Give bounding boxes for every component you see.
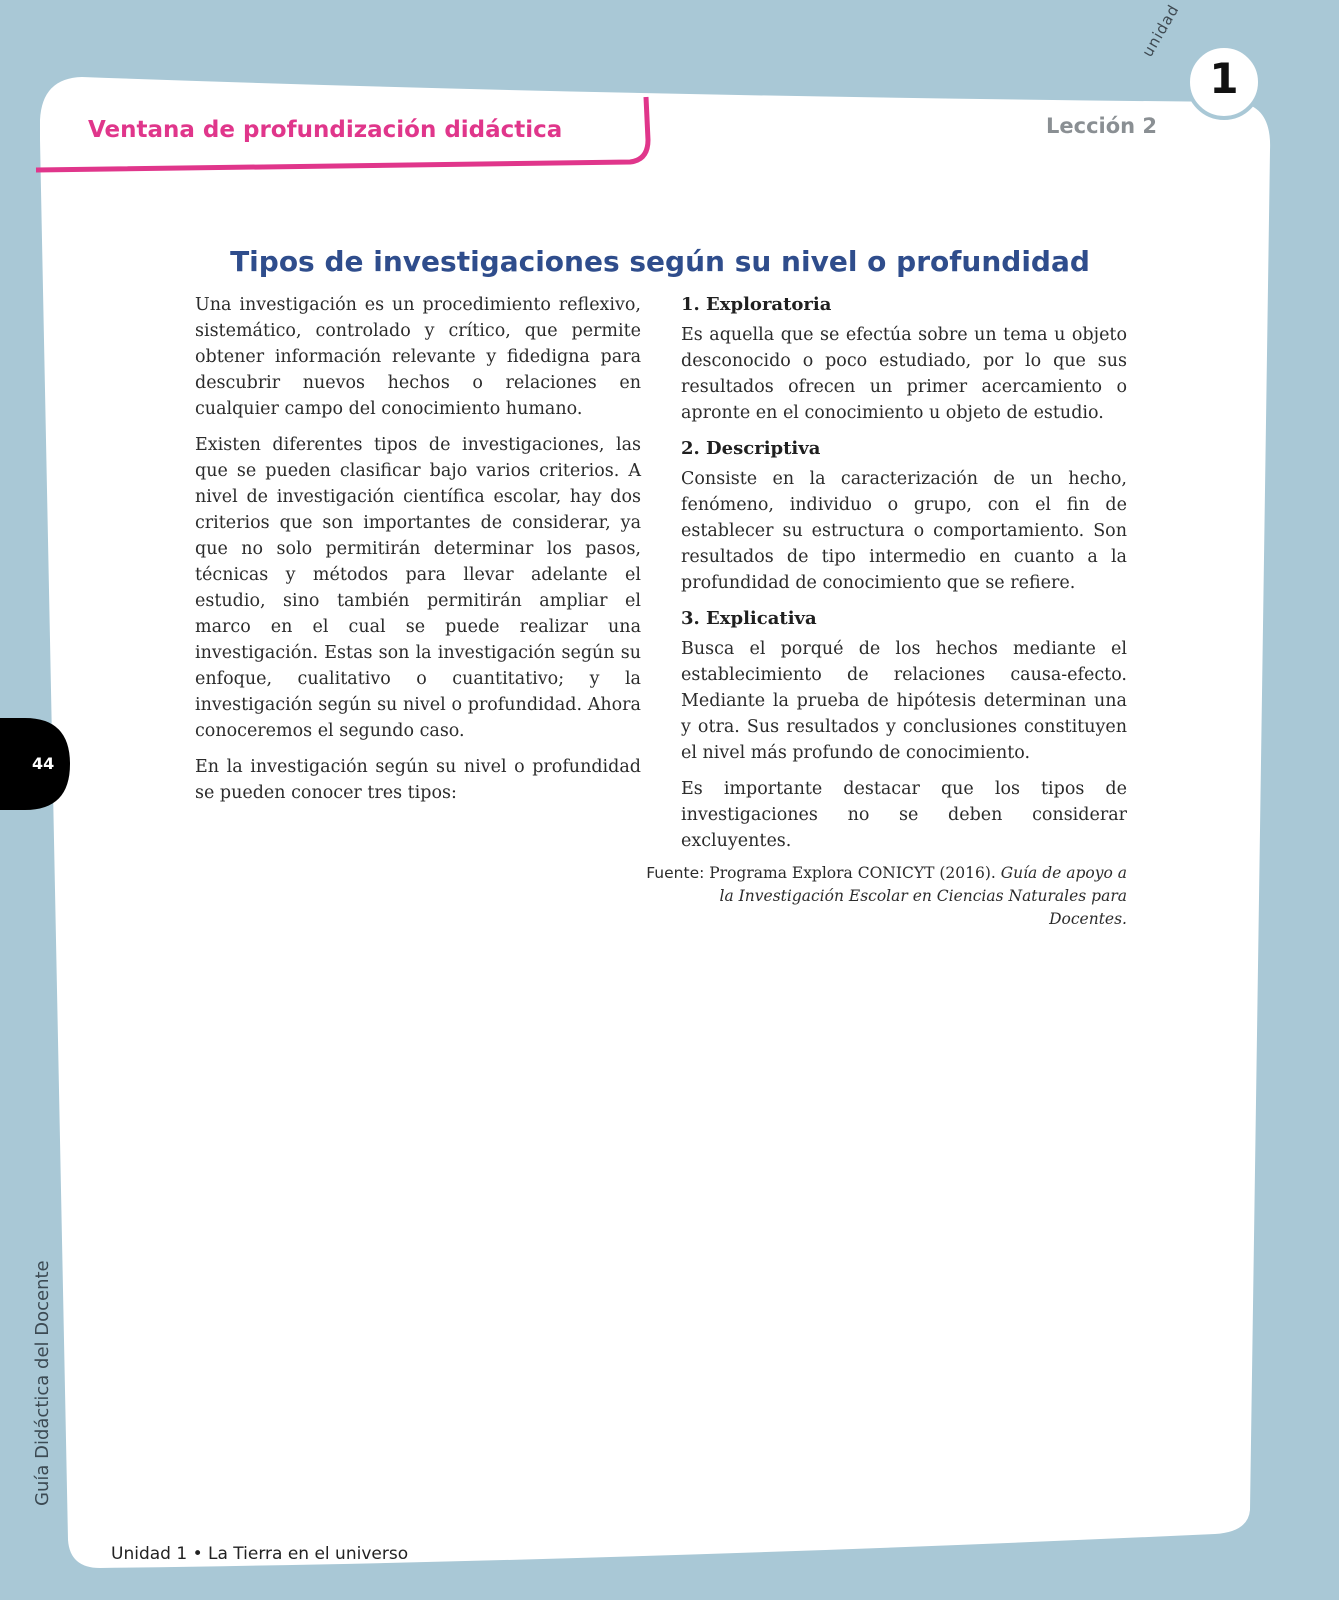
types-intro-paragraph: En la investigación según su nivel o profundidad se pueden conocer tres tipos: [195, 757, 641, 803]
type-heading-descriptiva: 2. Descriptiva [681, 438, 821, 459]
footer-unit-title: Unidad 1 • La Tierra en el universo [111, 1544, 409, 1564]
type-text-exploratoria: Es aquella que se efectúa sobre un tema u objeto desconocido o poco estudiado, por lo que sus resultados ofrecen un primer acercamiento o apronte en el conocimiento u objeto de estudio. [681, 325, 1127, 423]
type-text-explicativa: Busca el porqué de los hechos mediante el establecimiento de relaciones causa-efecto. Mediante la prueba de hipótesis determinan una y otra. Sus resultados y conclusiones constituyen el nivel más profundo de conocimiento. [681, 639, 1127, 763]
unit-number: 1 [1209, 54, 1239, 103]
left-column [195, 292, 641, 816]
source-citation [640, 862, 1127, 931]
section-label: Ventana de profundización didáctica [88, 117, 563, 143]
closing-paragraph: Es importante destacar que los tipos de investigaciones no se deben considerar excluyentes. [681, 779, 1127, 851]
source-work: Guía de apoyo a la Investigación Escolar en Ciencias Naturales para Docentes. [719, 864, 1127, 928]
type-heading-explicativa: 3. Explicativa [681, 608, 817, 629]
type-heading-exploratoria: 1. Exploratoria [681, 294, 832, 315]
source-text: Programa Explora CONICYT (2016). [709, 864, 996, 882]
source-label: Fuente: [646, 864, 705, 882]
page-number: 44 [32, 754, 55, 773]
page-title: Tipos de investigaciones según su nivel o profundidad [230, 244, 1090, 278]
criteria-paragraph: Existen diferentes tipos de investigaciones, las que se pueden clasificar bajo varios criterios. A nivel de investigación científica escolar, hay dos criterios que son importantes de considerar, ya que no solo permitirán determinar los pasos, técnicas y métodos para llevar adelante el estudio, sino también permitirán ampliar el marco en el cual se puede realizar una investigación. Estas son la investigación según su enfoque, cualitativo o cuantitativo; y la investigación según su nivel o profundidad. Ahora conoceremos el segundo caso. [195, 435, 641, 741]
unit-word: unidad [1138, 1, 1183, 60]
intro-paragraph: Una investigación es un procedimiento reflexivo, sistemático, controlado y crítico, que permite obtener información relevante y fidedigna para descubrir nuevos hechos o relaciones en cualquier campo del conocimiento humano. [195, 295, 641, 419]
right-column [681, 292, 1127, 864]
guide-label: Guía Didáctica del Docente [32, 1260, 53, 1506]
type-text-descriptiva: Consiste en la caracterización de un hecho, fenómeno, individuo o grupo, con el fin de establecer su estructura o comportamiento. Son resultados de tipo intermedio en cuanto a la profundidad de conocimiento que se refiere. [681, 469, 1127, 593]
lesson-label: Lección 2 [1046, 114, 1158, 138]
